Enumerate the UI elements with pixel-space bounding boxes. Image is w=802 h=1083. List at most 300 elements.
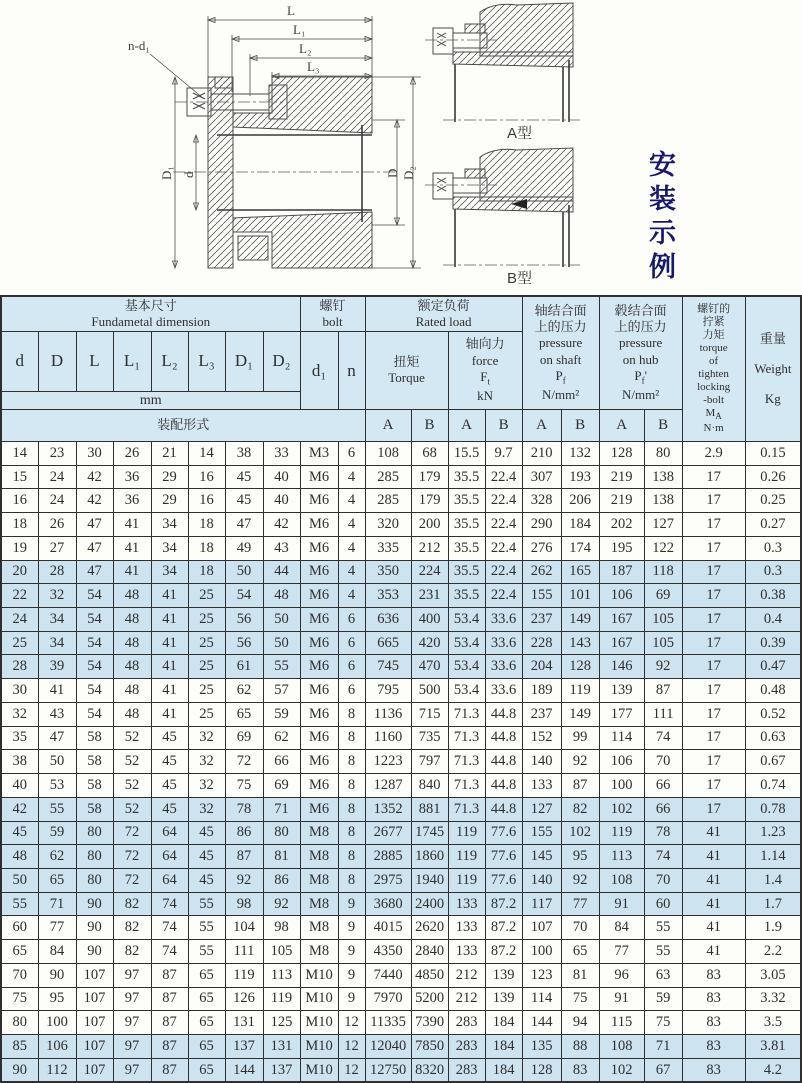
cell: 41 — [682, 868, 745, 892]
cell: 12 — [338, 1034, 365, 1058]
cell: 283 — [448, 1058, 485, 1082]
drawing-area — [0, 0, 800, 295]
cell: M6 — [300, 560, 338, 584]
cell: 212 — [448, 963, 485, 987]
cell: 35.5 — [448, 513, 485, 537]
cell: M10 — [300, 1058, 338, 1082]
cell: 50 — [1, 868, 38, 892]
cell: 195 — [599, 536, 644, 560]
cell: 48 — [113, 584, 151, 608]
cell: 189 — [522, 679, 561, 703]
table-row — [1, 774, 801, 798]
cell: 4 — [338, 584, 365, 608]
cell: 108 — [599, 1034, 644, 1058]
cell: 71.3 — [448, 774, 485, 798]
cell: 90 — [76, 940, 113, 964]
table-row — [1, 821, 801, 845]
table-row — [1, 750, 801, 774]
cell: 108 — [599, 868, 644, 892]
cell: 47 — [76, 560, 113, 584]
cell: 206 — [561, 489, 599, 513]
cell: 71 — [38, 892, 76, 916]
cell: 1136 — [365, 702, 411, 726]
table-row — [1, 465, 801, 489]
cell: 139 — [599, 679, 644, 703]
cell: 290 — [522, 513, 561, 537]
cell: 231 — [411, 584, 448, 608]
cell: 33 — [263, 442, 300, 466]
cell: M8 — [300, 821, 338, 845]
cell: 33.6 — [485, 655, 522, 679]
cell: 86 — [225, 821, 263, 845]
col-d: d — [1, 331, 38, 391]
cell: 54 — [225, 584, 263, 608]
cell: 0.15 — [745, 442, 801, 466]
cell: 70 — [1, 963, 38, 987]
cell: 106 — [38, 1034, 76, 1058]
dim-L3: L₃ — [307, 59, 320, 74]
cell: 53 — [38, 774, 76, 798]
cell: 2400 — [411, 892, 448, 916]
cell: 140 — [522, 868, 561, 892]
cell: 53.4 — [448, 655, 485, 679]
header-axial-force: 轴向力 force $F_t$ kN — [448, 331, 522, 410]
cell: M6 — [300, 608, 338, 632]
cell: 237 — [522, 702, 561, 726]
cell: 8 — [338, 750, 365, 774]
cell: 7970 — [365, 987, 411, 1011]
col-torque-A: A — [365, 410, 411, 442]
cell: 146 — [599, 655, 644, 679]
cell: 90 — [1, 1058, 38, 1082]
cell: 53.4 — [448, 679, 485, 703]
cell: 60 — [644, 892, 682, 916]
cell: 715 — [411, 702, 448, 726]
cell: 45 — [225, 465, 263, 489]
cell: 285 — [365, 465, 411, 489]
table-row — [1, 608, 801, 632]
cell: 123 — [522, 963, 561, 987]
cell: 92 — [225, 868, 263, 892]
cell: 114 — [522, 987, 561, 1011]
cell: 0.78 — [745, 797, 801, 821]
type-a-label: A型 — [507, 125, 533, 142]
cell: 47 — [38, 726, 76, 750]
cell: 48 — [263, 584, 300, 608]
dim-D1: D₁ — [159, 166, 174, 180]
cell: 108 — [365, 442, 411, 466]
cell: 107 — [76, 987, 113, 1011]
dim-L2: L₂ — [299, 41, 312, 56]
cell: 24 — [38, 465, 76, 489]
cell: 75 — [644, 1011, 682, 1035]
cell: 6 — [338, 442, 365, 466]
type-a-drawing — [425, 0, 605, 142]
cell: 84 — [599, 916, 644, 940]
cell: 16 — [1, 489, 38, 513]
cell: 77 — [38, 916, 76, 940]
cell: 174 — [561, 536, 599, 560]
cell: 45 — [151, 750, 188, 774]
cell: 28 — [38, 560, 76, 584]
cell: 65 — [561, 940, 599, 964]
cell: 81 — [561, 963, 599, 987]
cell: 54 — [76, 631, 113, 655]
cell: 64 — [151, 821, 188, 845]
cell: M6 — [300, 726, 338, 750]
cell: 128 — [599, 442, 644, 466]
cell: 35.5 — [448, 489, 485, 513]
col-L: L — [76, 331, 113, 391]
cell: 119 — [225, 963, 263, 987]
cell: 177 — [599, 702, 644, 726]
cell: 62 — [225, 679, 263, 703]
cell: M6 — [300, 536, 338, 560]
cell: 65 — [225, 702, 263, 726]
cell: 65 — [188, 963, 225, 987]
cell: 40 — [263, 489, 300, 513]
cell: 70 — [644, 868, 682, 892]
cell: 133 — [448, 916, 485, 940]
cell: 72 — [113, 868, 151, 892]
cell: 4 — [338, 560, 365, 584]
cell: 1.14 — [745, 845, 801, 869]
cell: 16 — [188, 465, 225, 489]
cell: 65 — [188, 1058, 225, 1082]
type-b-drawing — [425, 143, 605, 288]
cell: 167 — [599, 631, 644, 655]
cell: 68 — [411, 442, 448, 466]
cell: 184 — [485, 1058, 522, 1082]
cell: 52 — [113, 797, 151, 821]
table-row — [1, 536, 801, 560]
cell: 8 — [338, 868, 365, 892]
cell: 41 — [38, 679, 76, 703]
table-row — [1, 679, 801, 703]
cell: 81 — [263, 845, 300, 869]
cell: 72 — [113, 821, 151, 845]
installation-note: 安装示例 — [645, 150, 675, 286]
table-row — [1, 1011, 801, 1035]
dim-D2: D₂ — [401, 166, 416, 180]
cell: 77 — [561, 892, 599, 916]
cell: 48 — [113, 608, 151, 632]
cell: 17 — [682, 774, 745, 798]
cell: 70 — [561, 916, 599, 940]
cell: 41 — [151, 655, 188, 679]
cell: 56 — [225, 631, 263, 655]
cell: 17 — [682, 608, 745, 632]
cell: 145 — [522, 845, 561, 869]
cell: 44.8 — [485, 750, 522, 774]
cell: 184 — [485, 1034, 522, 1058]
cell: 2677 — [365, 821, 411, 845]
cell: 19 — [1, 536, 38, 560]
cell: M6 — [300, 702, 338, 726]
cell: 0.48 — [745, 679, 801, 703]
cell: 47 — [225, 513, 263, 537]
cell: 8 — [338, 774, 365, 798]
cell: 41 — [113, 560, 151, 584]
cell: 2.2 — [745, 940, 801, 964]
cell: 237 — [522, 608, 561, 632]
cell: M3 — [300, 442, 338, 466]
cell: 138 — [644, 489, 682, 513]
cell: 4 — [338, 536, 365, 560]
cell: 138 — [644, 465, 682, 489]
cell: 44.8 — [485, 702, 522, 726]
cell: 3680 — [365, 892, 411, 916]
cell: 57 — [263, 679, 300, 703]
cell: 72 — [225, 750, 263, 774]
col-D1: D₁ — [225, 331, 263, 391]
cell: 119 — [561, 679, 599, 703]
cell: 17 — [682, 726, 745, 750]
cell: 42 — [263, 513, 300, 537]
cell: 113 — [263, 963, 300, 987]
cell: M6 — [300, 774, 338, 798]
cell: 28 — [1, 655, 38, 679]
cell: 44.8 — [485, 797, 522, 821]
label-n-d1: n-d₁ — [128, 38, 150, 53]
cell: 8320 — [411, 1058, 448, 1082]
col-torque-B: B — [411, 410, 448, 442]
cell: 9.7 — [485, 442, 522, 466]
unit-mm: mm — [1, 391, 300, 410]
cell: 228 — [522, 631, 561, 655]
cell: 71.3 — [448, 750, 485, 774]
cell: 44.8 — [485, 726, 522, 750]
cell: 77.6 — [485, 845, 522, 869]
cell: 119 — [448, 845, 485, 869]
cell: 95 — [38, 987, 76, 1011]
cell: 34 — [151, 536, 188, 560]
table-row — [1, 1034, 801, 1058]
cell: 18 — [188, 536, 225, 560]
cell: 32 — [188, 750, 225, 774]
cell: 80 — [1, 1011, 38, 1035]
table-row — [1, 513, 801, 537]
cell: 22.4 — [485, 560, 522, 584]
cell: M6 — [300, 513, 338, 537]
cell: 17 — [682, 513, 745, 537]
table-row — [1, 845, 801, 869]
cell: 105 — [644, 631, 682, 655]
cell: 9 — [338, 940, 365, 964]
cell: 90 — [76, 916, 113, 940]
cell: 22.4 — [485, 489, 522, 513]
cell: 131 — [225, 1011, 263, 1035]
cell: 128 — [522, 1058, 561, 1082]
cell: 97 — [113, 1011, 151, 1035]
cell: 39 — [38, 655, 76, 679]
spec-table — [0, 295, 802, 1083]
cell: 74 — [644, 726, 682, 750]
cell: 6 — [338, 608, 365, 632]
cell: 32 — [188, 774, 225, 798]
cell: 48 — [113, 655, 151, 679]
col-pshaft-A: A — [522, 410, 561, 442]
cell: 60 — [1, 916, 38, 940]
table-row — [1, 560, 801, 584]
cell: M10 — [300, 1034, 338, 1058]
col-n: n — [338, 331, 365, 410]
cell: 25 — [1, 631, 38, 655]
cell: 133 — [448, 940, 485, 964]
cell: 54 — [76, 702, 113, 726]
cell: 118 — [644, 560, 682, 584]
cell: 45 — [1, 821, 38, 845]
cell: 41 — [113, 536, 151, 560]
cell: 41 — [682, 845, 745, 869]
cell: 210 — [522, 442, 561, 466]
cell: 23 — [38, 442, 76, 466]
cell: 6 — [338, 679, 365, 703]
cell: 41 — [151, 702, 188, 726]
table-body — [1, 442, 801, 1083]
cell: 100 — [522, 940, 561, 964]
table-row — [1, 489, 801, 513]
cell: 276 — [522, 536, 561, 560]
cell: 1.9 — [745, 916, 801, 940]
cell: 50 — [263, 631, 300, 655]
cell: 50 — [225, 560, 263, 584]
cell: 25 — [188, 631, 225, 655]
cell: 45 — [188, 845, 225, 869]
cell: M8 — [300, 845, 338, 869]
cell: 149 — [561, 608, 599, 632]
dim-L1: L₁ — [293, 22, 306, 37]
cell: 52 — [113, 774, 151, 798]
cell: 735 — [411, 726, 448, 750]
cell: 0.4 — [745, 608, 801, 632]
cell: 3.05 — [745, 963, 801, 987]
cell: 187 — [599, 560, 644, 584]
cell: 40 — [1, 774, 38, 798]
cell: 87 — [151, 1011, 188, 1035]
cell: 113 — [599, 845, 644, 869]
cell: 87.2 — [485, 940, 522, 964]
cell: 64 — [151, 845, 188, 869]
cell: 5200 — [411, 987, 448, 1011]
cell: 70 — [644, 750, 682, 774]
cell: 32 — [1, 702, 38, 726]
cell: 2975 — [365, 868, 411, 892]
cell: 62 — [263, 726, 300, 750]
cell: 55 — [1, 892, 38, 916]
cell: 83 — [682, 1034, 745, 1058]
cell: 47 — [76, 513, 113, 537]
cell: 8 — [338, 726, 365, 750]
cell: 80 — [76, 845, 113, 869]
main-section-drawing — [55, 0, 445, 295]
col-D2: D₂ — [263, 331, 300, 391]
cell: 8 — [338, 702, 365, 726]
cell: 58 — [76, 774, 113, 798]
cell: 92 — [644, 655, 682, 679]
cell: 55 — [188, 940, 225, 964]
cell: M10 — [300, 963, 338, 987]
table-row — [1, 892, 801, 916]
cell: 42 — [76, 489, 113, 513]
cell: 30 — [1, 679, 38, 703]
assembly-type: 装配形式 — [1, 410, 365, 442]
cell: 87 — [151, 1058, 188, 1082]
cell: 63 — [644, 963, 682, 987]
cell: 12750 — [365, 1058, 411, 1082]
cell: 132 — [561, 442, 599, 466]
cell: 34 — [38, 631, 76, 655]
cell: 61 — [225, 655, 263, 679]
cell: 96 — [599, 963, 644, 987]
cell: 307 — [522, 465, 561, 489]
cell: 90 — [38, 963, 76, 987]
cell: 66 — [644, 797, 682, 821]
cell: 43 — [38, 702, 76, 726]
col-L3: L₃ — [188, 331, 225, 391]
cell: 41 — [682, 940, 745, 964]
cell: 71.3 — [448, 702, 485, 726]
cell: 84 — [38, 940, 76, 964]
cell: 74 — [644, 845, 682, 869]
cell: 17 — [682, 536, 745, 560]
cell: 75 — [561, 987, 599, 1011]
cell: 88 — [561, 1034, 599, 1058]
col-phub-B: B — [644, 410, 682, 442]
cell: 212 — [448, 987, 485, 1011]
cell: 22.4 — [485, 536, 522, 560]
cell: 77.6 — [485, 868, 522, 892]
cell: M6 — [300, 489, 338, 513]
cell: 87.2 — [485, 916, 522, 940]
dim-L: L — [287, 3, 295, 18]
cell: 36 — [113, 465, 151, 489]
cell: 62 — [38, 845, 76, 869]
cell: 1.23 — [745, 821, 801, 845]
cell: M8 — [300, 916, 338, 940]
cell: 99 — [561, 726, 599, 750]
cell: 55 — [188, 892, 225, 916]
cell: 2620 — [411, 916, 448, 940]
cell: 840 — [411, 774, 448, 798]
cell: 87.2 — [485, 892, 522, 916]
cell: 65 — [188, 1011, 225, 1035]
cell: 128 — [561, 655, 599, 679]
cell: 6 — [338, 655, 365, 679]
cell: 52 — [113, 726, 151, 750]
cell: 320 — [365, 513, 411, 537]
cell: 0.67 — [745, 750, 801, 774]
header-pressure-shaft: 轴结合面 上的压力 pressure on shaft $P_f$ N/mm² — [522, 296, 599, 410]
cell: 75 — [225, 774, 263, 798]
table-row — [1, 442, 801, 466]
cell: 91 — [599, 892, 644, 916]
cell: 22.4 — [485, 584, 522, 608]
cell: 55 — [38, 797, 76, 821]
cell: 140 — [522, 750, 561, 774]
cell: 119 — [599, 821, 644, 845]
cell: 184 — [561, 513, 599, 537]
cell: 0.63 — [745, 726, 801, 750]
cell: 80 — [644, 442, 682, 466]
cell: 94 — [561, 1011, 599, 1035]
cell: 133 — [448, 892, 485, 916]
cell: 127 — [644, 513, 682, 537]
cell: 75 — [1, 987, 38, 1011]
header-torque: 扭矩 Torque — [365, 331, 448, 410]
cell: 17 — [682, 465, 745, 489]
cell: 137 — [225, 1034, 263, 1058]
